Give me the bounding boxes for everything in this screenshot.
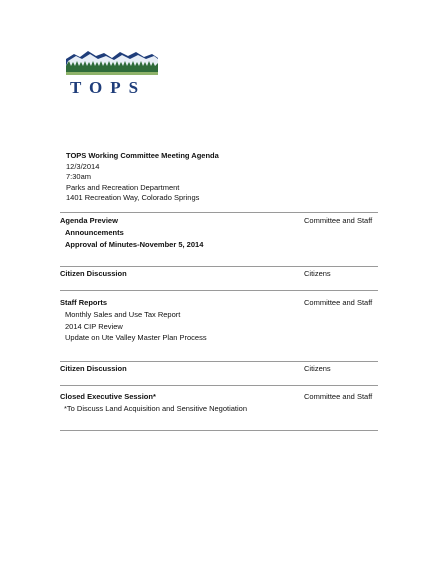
agenda-section-preview (60, 215, 378, 250)
divider (60, 430, 378, 431)
section-participants: Citizens (304, 269, 331, 278)
section-title: Citizen Discussion (60, 269, 127, 278)
agenda-item: Monthly Sales and Use Tax Report (65, 309, 181, 319)
agenda-item: Update on Ute Valley Master Plan Process (65, 333, 207, 343)
tops-logo (66, 50, 158, 98)
divider (60, 361, 378, 362)
section-participants: Citizens (304, 364, 331, 373)
agenda-section-closed-session (60, 391, 378, 415)
agenda-section-citizen-discussion-2 (60, 363, 378, 375)
agenda-item: *To Discuss Land Acquisition and Sensitive Negotiation (64, 403, 248, 413)
agenda-item: 2014 CIP Review (65, 321, 123, 331)
mountain-trees-logo-icon (66, 50, 158, 78)
meeting-header (66, 151, 219, 204)
section-title: Agenda Preview (60, 216, 118, 225)
meeting-title: TOPS Working Committee Meeting Agenda (66, 151, 219, 160)
divider (60, 385, 378, 386)
agenda-item: Announcements (65, 227, 124, 237)
divider (60, 266, 378, 267)
section-title: Closed Executive Session* (60, 392, 156, 401)
section-participants: Committee and Staff (304, 298, 373, 307)
meeting-address: 1401 Recreation Way, Colorado Springs (66, 193, 200, 203)
agenda-item: Approval of Minutes-November 5, 2014 (65, 239, 204, 249)
section-participants: Committee and Staff (304, 216, 373, 225)
meeting-department: Parks and Recreation Department (66, 182, 180, 192)
agenda-section-citizen-discussion (60, 268, 378, 280)
agenda-section-staff-reports (60, 297, 378, 344)
section-title: Citizen Discussion (60, 364, 127, 373)
logo-text: TOPS (70, 78, 147, 97)
section-participants: Committee and Staff (304, 392, 373, 401)
meeting-date: 12/3/2014 (66, 161, 100, 171)
meeting-time: 7:30am (66, 172, 92, 182)
divider (60, 290, 378, 291)
section-title: Staff Reports (60, 298, 108, 307)
divider (60, 212, 378, 213)
